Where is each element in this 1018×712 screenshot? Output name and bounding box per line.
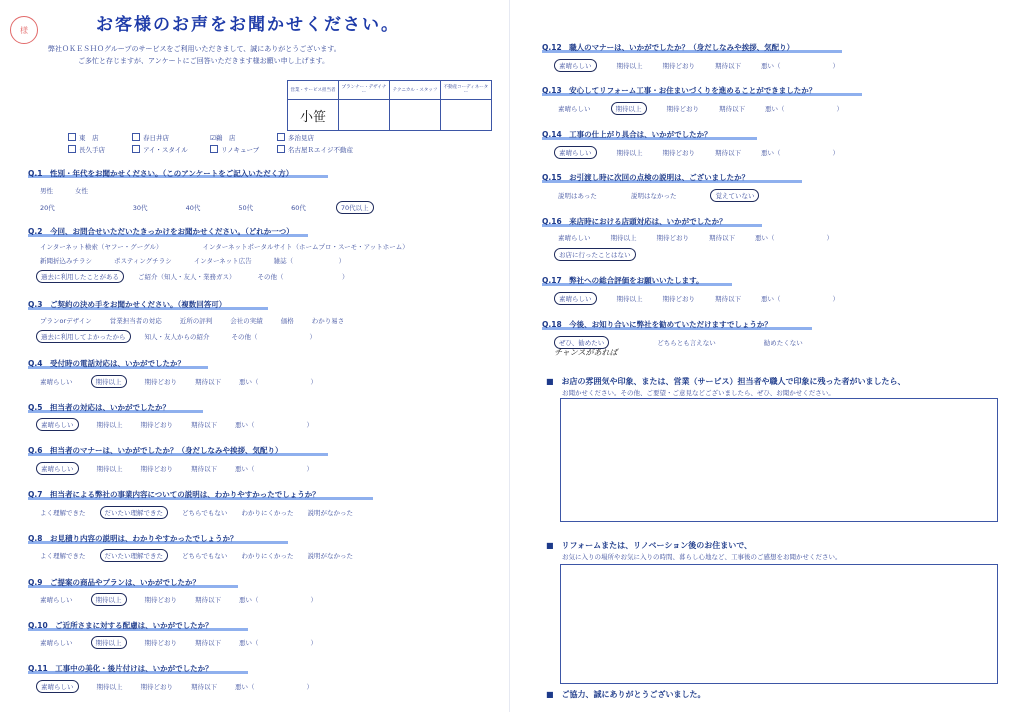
answer-option[interactable]: 近所の評判 bbox=[179, 317, 213, 325]
answer-option-selected[interactable]: 期待以上 bbox=[611, 102, 647, 115]
answer-option[interactable]: 期待以下 bbox=[715, 149, 741, 157]
answer-option[interactable]: その他（ ） bbox=[257, 273, 349, 281]
answer-option[interactable]: 素晴らしい bbox=[40, 639, 73, 647]
answer-option[interactable]: どちらとも言えない bbox=[657, 339, 716, 347]
answer-row bbox=[36, 680, 335, 693]
answer-option[interactable]: 期待どおり bbox=[662, 295, 695, 303]
store-checkbox-checked[interactable]: ☑鵜 店 bbox=[210, 134, 236, 142]
answer-option[interactable]: 期待どおり bbox=[144, 639, 177, 647]
answer-option-selected[interactable]: 素晴らしい bbox=[554, 59, 597, 72]
answer-option[interactable]: 60代 bbox=[291, 204, 306, 212]
comment-box-1[interactable] bbox=[560, 398, 998, 522]
answer-row bbox=[554, 292, 861, 305]
answer-option[interactable]: ポスティングチラシ bbox=[114, 257, 172, 265]
answer-row bbox=[40, 201, 396, 214]
answer-option[interactable]: 期待どおり bbox=[140, 683, 173, 691]
answer-option[interactable]: 会社の実績 bbox=[230, 317, 263, 325]
answer-option-selected[interactable]: お店に行ったことはない bbox=[554, 248, 636, 261]
question-5: Q.5 担当者の対応は、いかがでしたか？ bbox=[28, 403, 170, 412]
answer-option-selected[interactable]: 素晴らしい bbox=[554, 292, 597, 305]
question-14: Q.14 工事の仕上がり具合は、いかがでしたか？ bbox=[542, 130, 712, 139]
answer-option[interactable]: 素晴らしい bbox=[40, 378, 73, 386]
answer-option[interactable]: 期待以下 bbox=[191, 683, 217, 691]
question-6: Q.6 担当者のマナーは、いかがでしたか？（身だしなみや挨拶、気配り） bbox=[28, 446, 283, 455]
answer-row bbox=[40, 375, 339, 388]
answer-option-selected[interactable]: 期待以上 bbox=[91, 593, 127, 606]
answer-option[interactable]: 期待以下 bbox=[719, 105, 745, 113]
answer-option[interactable]: わかり易さ bbox=[311, 317, 345, 325]
question-16: Q.16 来店時における店頭対応は、いかがでしたか？ bbox=[542, 217, 727, 226]
answer-option[interactable]: 悪い（ ） bbox=[755, 234, 833, 242]
answer-option-selected[interactable]: だいたい理解できた bbox=[100, 549, 169, 562]
answer-option-selected[interactable]: 期待以上 bbox=[91, 375, 127, 388]
comment-prompt-2-line-2: お気に入りの場所やお気に入りの時間、暮らし心地など、工事後のご感想をお聞かせください。 bbox=[562, 553, 842, 561]
answer-option[interactable]: どちらでもない bbox=[182, 509, 228, 517]
answer-option[interactable]: 期待以下 bbox=[191, 421, 217, 429]
answer-option[interactable]: 期待以上 bbox=[96, 465, 123, 473]
answer-option[interactable]: 期待以上 bbox=[96, 421, 123, 429]
comment-prompt-1-line-2: お聞かせください。その他、ご要望・ご意見などございましたら、ぜひ、お聞かせください。 bbox=[562, 389, 835, 397]
question-17: Q.17 弊社への総合評価をお願いいたします。 bbox=[542, 276, 704, 285]
answer-option[interactable]: 説明がなかった bbox=[307, 509, 353, 517]
answer-row bbox=[554, 146, 861, 159]
answer-row bbox=[36, 418, 335, 431]
answer-option[interactable]: 素晴らしい bbox=[558, 105, 591, 113]
answer-option[interactable]: 悪い（ ） bbox=[761, 295, 839, 303]
store-checkbox[interactable]: リノキューブ bbox=[210, 145, 259, 154]
store-checkbox[interactable]: 多治見店 bbox=[277, 133, 314, 142]
answer-row bbox=[40, 256, 367, 265]
staff-value-sales[interactable]: 小笹 bbox=[288, 100, 339, 131]
question-3: Q.3 ご契約の決め手をお聞かせください。（複数回答可） bbox=[28, 300, 227, 309]
answer-option-selected[interactable]: ぜひ、勧めたい bbox=[554, 336, 609, 349]
answer-option[interactable]: 期待以上 bbox=[616, 295, 643, 303]
intro-line-2: ご多忙と存じますが、アンケートにご回答いただきます様お願い申し上げます。 bbox=[78, 57, 330, 65]
answer-option-selected[interactable]: 素晴らしい bbox=[554, 146, 597, 159]
answer-option-selected[interactable]: 覚えていない bbox=[710, 189, 759, 202]
answer-option[interactable]: 40代 bbox=[185, 204, 201, 212]
answer-option[interactable]: プランorデザイン bbox=[40, 317, 92, 325]
question-7: Q.7 担当者による弊社の事業内容についての説明は、わかりやすかったでしょうか？ bbox=[28, 490, 320, 499]
comment-box-2[interactable] bbox=[560, 564, 998, 684]
question-10: Q.10 ご近所さまに対する配慮は、いかがでしたか？ bbox=[28, 621, 213, 630]
answer-option[interactable]: 期待以下 bbox=[195, 378, 221, 386]
answer-option-selected[interactable]: 過去に利用してよかったから bbox=[36, 330, 131, 343]
answer-option[interactable]: 悪い（ ） bbox=[239, 596, 317, 604]
answer-row bbox=[558, 189, 781, 202]
answer-option[interactable]: 勧めたくない bbox=[763, 339, 803, 347]
answer-option[interactable]: よく理解できた bbox=[40, 509, 86, 517]
answer-row bbox=[36, 462, 335, 475]
seal-stamp: 様 bbox=[10, 16, 38, 44]
handwritten-note: チャンスがあれば bbox=[554, 348, 618, 357]
store-checkbox[interactable]: 春日井店 bbox=[132, 133, 169, 142]
question-11: Q.11 工事中の美化・後片付けは、いかがでしたか？ bbox=[28, 664, 213, 673]
answer-option[interactable]: 期待以下 bbox=[715, 62, 741, 70]
answer-option-selected[interactable]: 素晴らしい bbox=[36, 462, 79, 475]
store-checkbox[interactable]: 名古屋Ｒエイジ不動産 bbox=[277, 145, 353, 154]
staff-table bbox=[287, 80, 492, 131]
intro-line-1: 弊社ＯＫＥＳＨＯグループのサービスをご利用いただきまして、誠にありがとうございます。 bbox=[48, 45, 341, 53]
answer-row bbox=[558, 233, 855, 242]
answer-row bbox=[36, 330, 338, 343]
answer-option[interactable]: わかりにくかった bbox=[241, 509, 294, 517]
answer-option[interactable]: 期待どおり bbox=[662, 149, 695, 157]
answer-option[interactable]: 期待どおり bbox=[662, 62, 695, 70]
question-18: Q.18 今後、お知り合いに弊社を勧めていただけますでしょうか？ bbox=[542, 320, 772, 329]
store-checkbox[interactable]: アイ・スタイル bbox=[132, 145, 188, 154]
question-12: Q.12 職人のマナーは、いかがでしたか？（身だしなみや挨拶、気配り） bbox=[542, 43, 795, 52]
answer-row bbox=[40, 316, 366, 325]
answer-option[interactable]: 女性 bbox=[75, 187, 88, 195]
staff-value-technical[interactable] bbox=[390, 100, 441, 131]
question-2: Q.2 今回、お問合せいただいたきっかけをお聞かせください。（どれか一つ） bbox=[28, 227, 294, 236]
answer-option[interactable]: 悪い（ ） bbox=[761, 149, 839, 157]
staff-header: 不動産コーディネーター bbox=[441, 81, 492, 100]
answer-option[interactable]: インターネット広告 bbox=[193, 257, 252, 265]
answer-option[interactable]: 20代 bbox=[40, 204, 55, 212]
answer-option[interactable]: 期待どおり bbox=[666, 105, 699, 113]
answer-option[interactable]: 悪い（ ） bbox=[235, 683, 313, 691]
answer-option[interactable]: 知人・友人からの紹介 bbox=[144, 333, 210, 341]
answer-option[interactable]: 説明はなかった bbox=[630, 192, 677, 200]
answer-option[interactable]: 期待以上 bbox=[96, 683, 123, 691]
answer-option[interactable]: 30代 bbox=[132, 204, 148, 212]
answer-option-selected[interactable]: 素晴らしい bbox=[36, 680, 79, 693]
answer-row bbox=[558, 102, 865, 115]
answer-option-selected[interactable]: だいたい理解できた bbox=[100, 506, 169, 519]
answer-row bbox=[36, 270, 371, 283]
answer-option[interactable]: 期待以下 bbox=[715, 295, 741, 303]
answer-option[interactable]: 期待以上 bbox=[610, 234, 637, 242]
question-8: Q.8 お見積り内容の説明は、わかりやすかったでしょうか？ bbox=[28, 534, 238, 543]
question-9: Q.9 ご提案の商品やプランは、いかがでしたか？ bbox=[28, 578, 200, 587]
store-checkbox[interactable]: 東 店 bbox=[68, 133, 99, 142]
answer-row bbox=[40, 186, 110, 195]
survey-title: お客様のお声をお聞かせください。 bbox=[96, 15, 400, 35]
answer-option[interactable]: 雑誌（ ） bbox=[273, 257, 346, 265]
answer-option[interactable]: その他（ ） bbox=[231, 333, 316, 341]
answer-option[interactable]: 50代 bbox=[238, 204, 254, 212]
answer-row bbox=[554, 59, 861, 72]
answer-option[interactable]: よく理解できた bbox=[40, 552, 86, 560]
answer-option[interactable]: わかりにくかった bbox=[241, 552, 294, 560]
answer-row bbox=[40, 636, 339, 649]
staff-header: テクニカル・スタッフ bbox=[390, 81, 441, 100]
comment-prompt-1-line-1: ■ お店の雰囲気や印象、または、営業（サービス）担当者や職人で印象に残った者がいましたら、 bbox=[546, 377, 906, 386]
answer-option[interactable]: 説明はあった bbox=[558, 192, 597, 200]
answer-option[interactable]: ご紹介（知人・友人・業務ガス） bbox=[138, 273, 236, 281]
answer-row bbox=[40, 506, 375, 519]
answer-option-selected[interactable]: 素晴らしい bbox=[36, 418, 79, 431]
comment-prompt-2-line-1: ■ リフォームまたは、リノベーション後のお住まいで、 bbox=[546, 541, 753, 550]
answer-option[interactable]: 男性 bbox=[40, 187, 53, 195]
question-13: Q.13 安心してリフォーム工事・お住まいづくりを進めることができましたか？ bbox=[542, 86, 817, 95]
answer-option[interactable]: 期待どおり bbox=[656, 234, 689, 242]
answer-option[interactable]: 営業担当者の対応 bbox=[109, 317, 162, 325]
question-1: Q.1 性別・年代をお聞かせください。（このアンケートをご記入いただく方） bbox=[28, 169, 294, 178]
answer-row bbox=[40, 549, 375, 562]
answer-option[interactable]: 悪い（ ） bbox=[765, 105, 843, 113]
answer-option[interactable]: 悪い（ ） bbox=[239, 639, 317, 647]
answer-option[interactable]: 悪い（ ） bbox=[235, 465, 313, 473]
staff-value-realestate[interactable] bbox=[441, 100, 492, 131]
answer-option[interactable]: 期待以下 bbox=[191, 465, 217, 473]
staff-value-planner[interactable] bbox=[339, 100, 390, 131]
answer-option[interactable]: 新聞折込みチラシ bbox=[40, 257, 92, 265]
answer-option[interactable]: 期待どおり bbox=[144, 378, 177, 386]
answer-option[interactable]: どちらでもない bbox=[182, 552, 228, 560]
answer-option[interactable]: 期待どおり bbox=[140, 465, 173, 473]
right-page bbox=[509, 0, 1018, 712]
answer-row bbox=[40, 242, 431, 251]
staff-header: 営業・サービス担当者 bbox=[288, 81, 339, 100]
answer-option[interactable]: 期待以下 bbox=[195, 596, 221, 604]
answer-option[interactable]: 期待以下 bbox=[709, 234, 735, 242]
answer-option[interactable]: 説明がなかった bbox=[307, 552, 353, 560]
answer-option[interactable]: 価格 bbox=[280, 317, 294, 325]
question-15: Q.15 お引渡し時に次回の点検の説明は、ございましたか？ bbox=[542, 173, 750, 182]
staff-header: プランナー・デザイナー bbox=[339, 81, 390, 100]
answer-option[interactable]: 素晴らしい bbox=[558, 234, 591, 242]
answer-option[interactable]: インターネットポータルサイト（ホームプロ・スーモ・アットホーム） bbox=[202, 243, 409, 251]
answer-option-selected[interactable]: 期待以上 bbox=[91, 636, 127, 649]
answer-option[interactable]: 期待以上 bbox=[616, 149, 643, 157]
answer-row bbox=[554, 248, 658, 261]
answer-option-selected[interactable]: 70代以上 bbox=[336, 201, 374, 214]
store-checkbox[interactable]: 長久手店 bbox=[68, 145, 105, 154]
answer-option[interactable]: 悪い（ ） bbox=[761, 62, 839, 70]
answer-option[interactable]: 悪い（ ） bbox=[239, 378, 317, 386]
answer-option[interactable]: インターネット検索（ヤフー・グーグル） bbox=[40, 243, 163, 251]
answer-option[interactable]: 期待以下 bbox=[195, 639, 221, 647]
closing-message: ■ ご協力、誠にありがとうございました。 bbox=[546, 690, 706, 699]
answer-option-selected[interactable]: 過去に利用したことがある bbox=[36, 270, 124, 283]
answer-option[interactable]: 素晴らしい bbox=[40, 596, 73, 604]
answer-option[interactable]: 期待どおり bbox=[144, 596, 177, 604]
answer-option[interactable]: 期待どおり bbox=[140, 421, 173, 429]
answer-option[interactable]: 期待以上 bbox=[616, 62, 643, 70]
answer-option[interactable]: 悪い（ ） bbox=[235, 421, 313, 429]
answer-row bbox=[40, 593, 339, 606]
question-4: Q.4 受付時の電話対応は、いかがでしたか？ bbox=[28, 359, 185, 368]
